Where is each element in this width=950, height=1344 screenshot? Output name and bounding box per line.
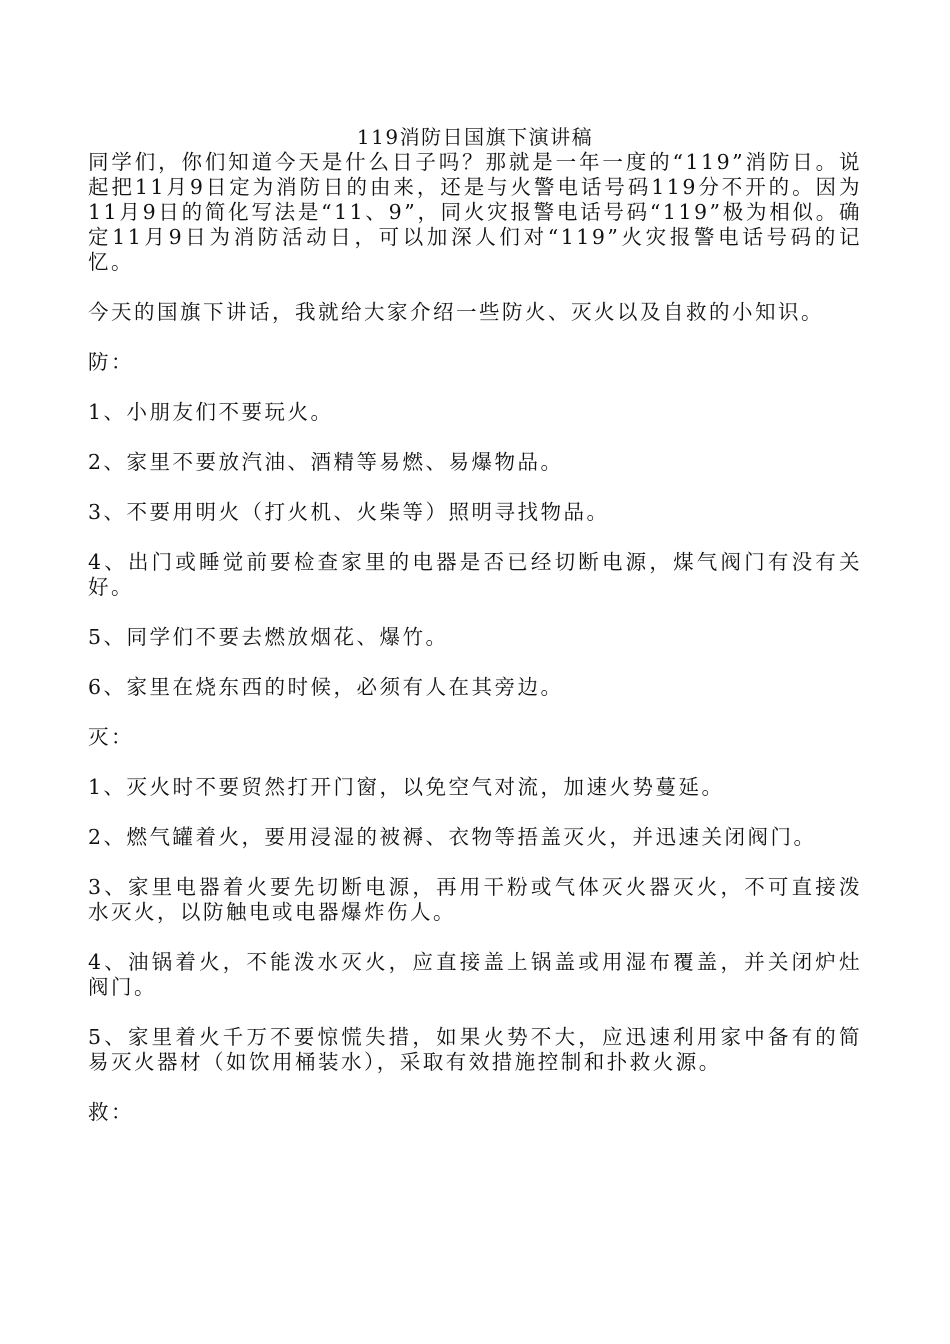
list-item: 1、灭火时不要贸然打开门窗，以免空气对流，加速火势蔓延。 [88,775,725,799]
intro-paragraph: 今天的国旗下讲话，我就给大家介绍一些防火、灭火以及自救的小知识。 [88,300,824,324]
document-title: 119消防日国旗下演讲稿 [356,125,594,149]
section-heading-extinguish: 灭： [88,725,134,749]
list-item: 4、油锅着火，不能泼水灭火，应直接盖上锅盖或用湿布覆盖，并关闭炉灶阀门。 [88,950,862,999]
list-item: 2、燃气罐着火，要用浸湿的被褥、衣物等捂盖灭火，并迅速关闭阀门。 [88,825,817,849]
section-heading-prevent: 防： [88,350,134,374]
list-item: 5、同学们不要去燃放烟花、爆竹。 [88,625,449,649]
list-item: 2、家里不要放汽油、酒精等易燃、易爆物品。 [88,450,564,474]
list-item: 3、不要用明火（打火机、火柴等）照明寻找物品。 [88,500,610,524]
list-item: 3、家里电器着火要先切断电源，再用干粉或气体灭火器灭火，不可直接泼水灭火，以防触电或电器爆炸伤人。 [88,875,862,924]
intro-paragraph: 同学们，你们知道今天是什么日子吗？那就是一年一度的“119”消防日。说起把11月9日定为消防日的由来，还是与火警电话号码119分不开的。因为11月9日的简化写法是“11、9”，同火灾报警电话号码“119”极为相似。确定11月9日为消防活动日，可以加深人们对“119”火灾报警电话号码的记忆。 [88,150,862,274]
document-page [88,125,862,1125]
section-heading-rescue: 救： [88,1100,134,1124]
list-item: 6、家里在烧东西的时候，必须有人在其旁边。 [88,675,564,699]
list-item: 1、小朋友们不要玩火。 [88,400,334,424]
list-item: 5、家里着火千万不要惊慌失措，如果火势不大，应迅速利用家中备有的简易灭火器材（如饮用桶装水），采取有效措施控制和扑救火源。 [88,1025,862,1074]
list-item: 4、出门或睡觉前要检查家里的电器是否已经切断电源，煤气阀门有没有关好。 [88,550,862,599]
